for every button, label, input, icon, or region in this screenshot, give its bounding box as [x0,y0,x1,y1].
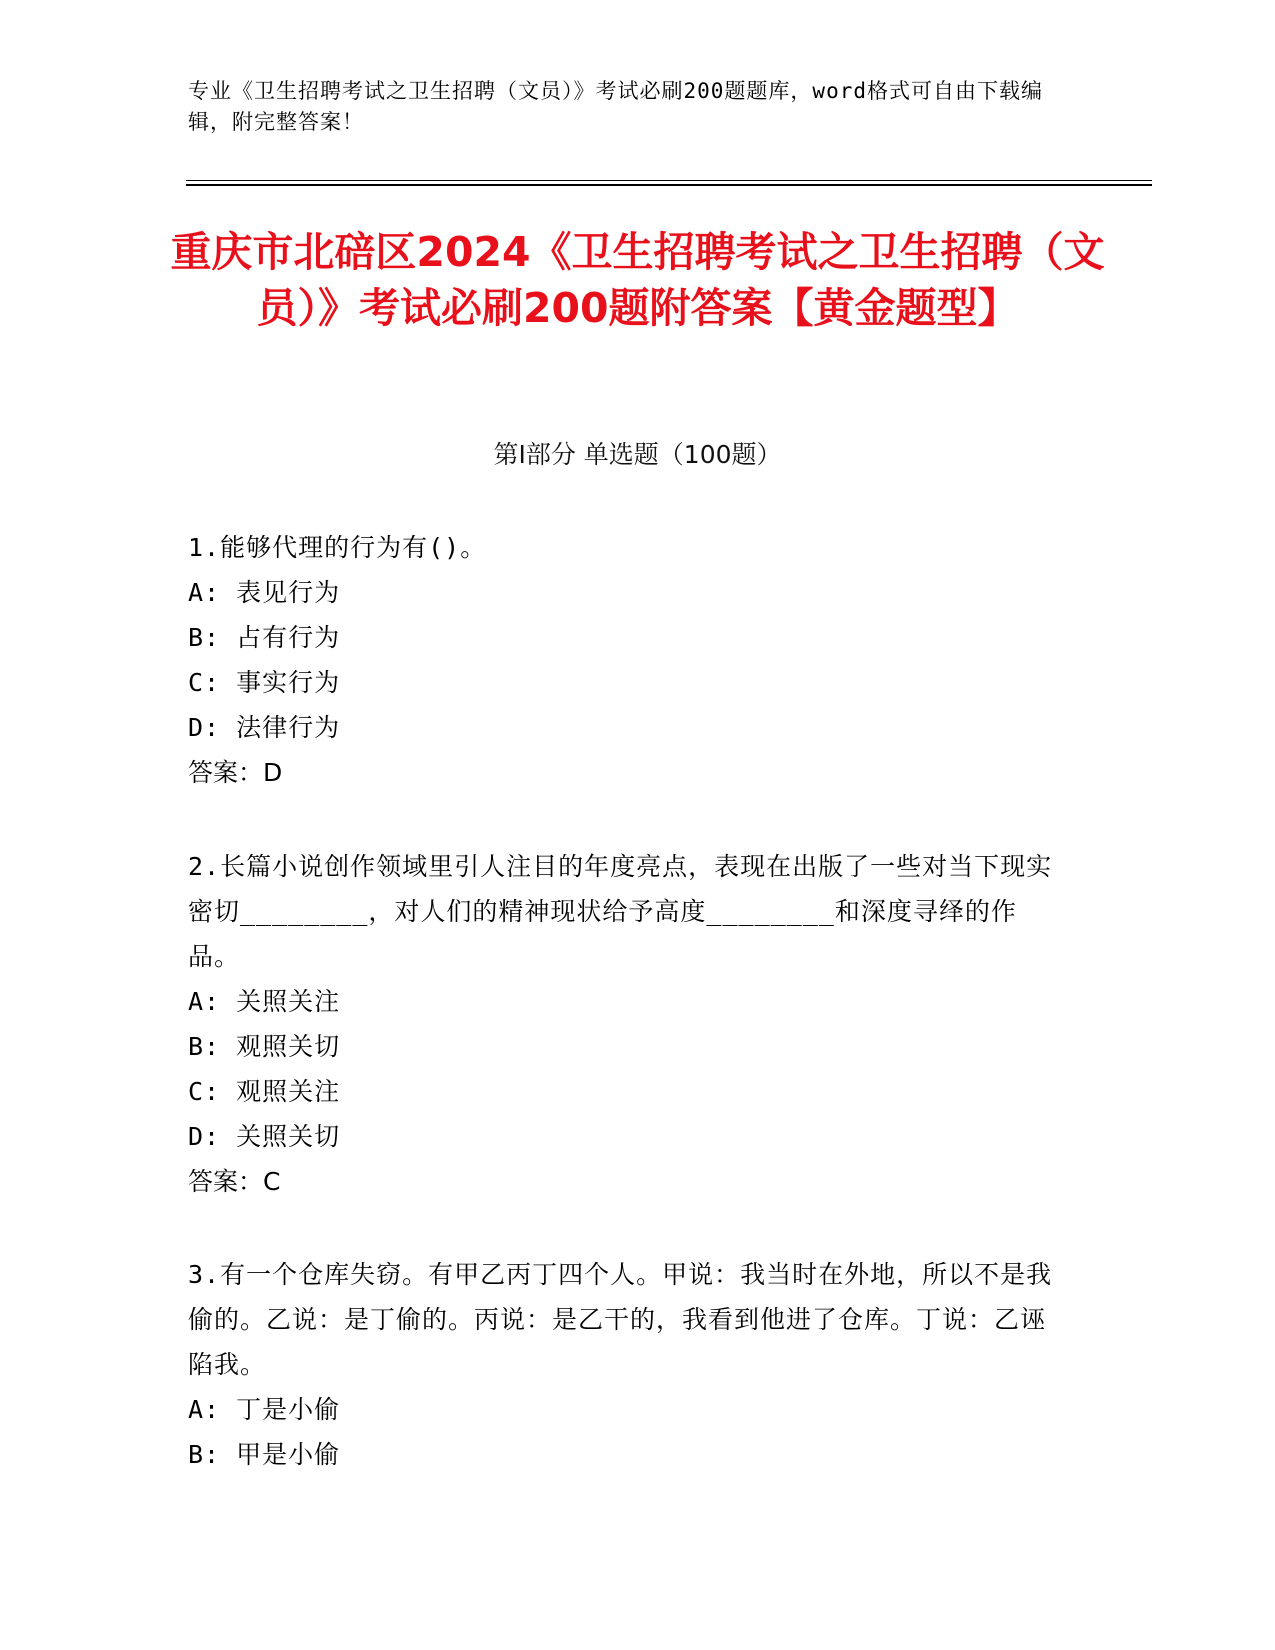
header-divider-thick [186,184,1152,186]
question-3 [188,1252,1068,1477]
option-b: B: 观照关切 [188,1032,341,1061]
question-stem: 3.有一个仓库失窃。有甲乙丙丁四个人。甲说：我当时在外地，所以不是我偷的。乙说：是丁偷的。丙说：是乙干的，我看到他进了仓库。丁说：乙诬陷我。 [188,1260,1053,1379]
question-stem: 1.能够代理的行为有()。 [188,533,487,562]
option-d: D: 法律行为 [188,713,341,742]
option-d: D: 关照关切 [188,1122,341,1151]
header-note: 专业《卫生招聘考试之卫生招聘（文员）》考试必刷200题题库，word格式可自由下载编辑，附完整答案！ [188,79,1043,134]
option-a: A: 关照关注 [188,987,341,1016]
answer-line: 答案：C [188,1167,281,1196]
option-c: C: 事实行为 [188,668,341,697]
answer-line: 答案：D [188,758,283,787]
option-b: B: 占有行为 [188,623,341,652]
document-title: 重庆市北碚区2024《卫生招聘考试之卫生招聘（文员）》考试必刷200题附答案【黄金题型】 [170,228,1105,332]
question-1 [188,525,1068,795]
option-a: A: 丁是小偷 [188,1395,341,1424]
option-a: A: 表见行为 [188,578,341,607]
option-c: C: 观照关注 [188,1077,341,1106]
section-title: 第Ⅰ部分 单选题（100题） [493,440,782,469]
header-divider-thin [186,180,1152,181]
question-stem: 2.长篇小说创作领域里引人注目的年度亮点，表现在出版了一些对当下现实密切________，对人们的精神现状给予高度________和深度寻绎的作品。 [188,852,1053,971]
question-2 [188,844,1068,1204]
option-b: B: 甲是小偷 [188,1440,341,1469]
